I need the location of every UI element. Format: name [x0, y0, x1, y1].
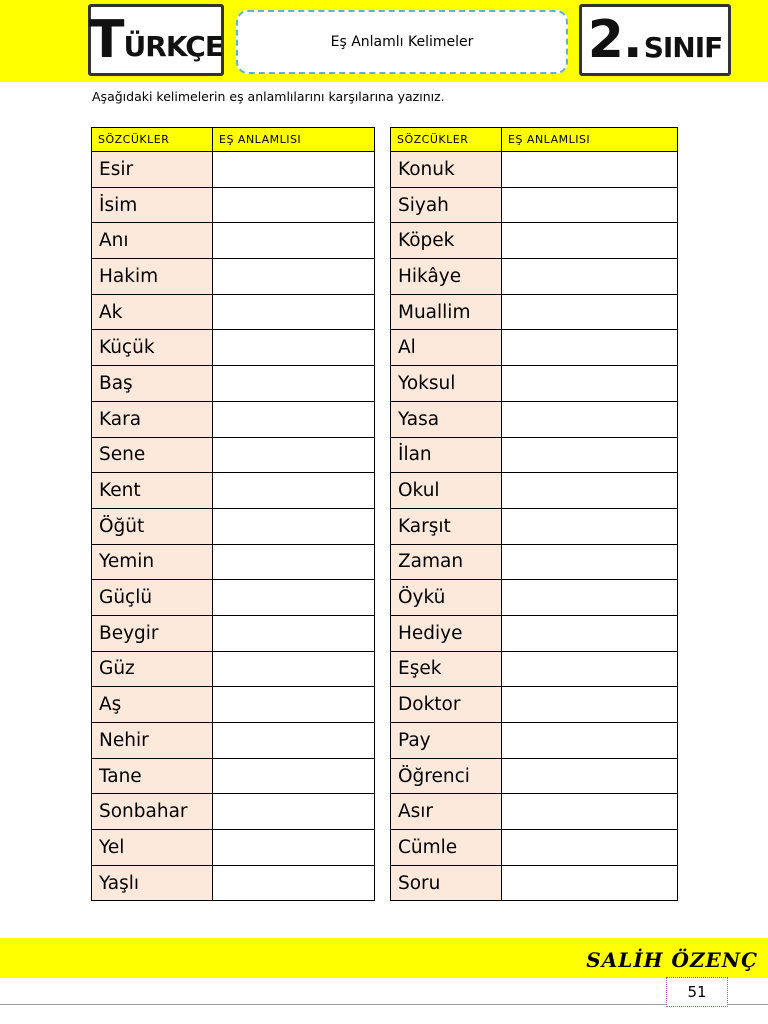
- synonym-answer-cell[interactable]: [502, 330, 678, 366]
- table-row: [92, 580, 375, 616]
- synonym-answer-cell[interactable]: [502, 508, 678, 544]
- synonym-answer-cell[interactable]: [213, 651, 375, 687]
- synonym-answer-cell[interactable]: [213, 366, 375, 402]
- word-cell: Öykü: [391, 580, 502, 616]
- table-row: [92, 723, 375, 759]
- word-cell: Köpek: [391, 223, 502, 259]
- synonym-answer-cell[interactable]: [213, 615, 375, 651]
- right-word-table: [390, 127, 678, 901]
- table-row: [92, 223, 375, 259]
- word-cell: Asır: [391, 794, 502, 830]
- table-row: [92, 330, 375, 366]
- synonym-answer-cell[interactable]: [502, 723, 678, 759]
- word-cell: Hakim: [92, 259, 213, 295]
- table-row: [92, 259, 375, 295]
- synonym-answer-cell[interactable]: [502, 187, 678, 223]
- table-row: [391, 473, 678, 509]
- word-cell: Kara: [92, 401, 213, 437]
- synonym-answer-cell[interactable]: [502, 401, 678, 437]
- table-row: [92, 366, 375, 402]
- word-cell: Güz: [92, 651, 213, 687]
- synonym-answer-cell[interactable]: [502, 223, 678, 259]
- word-cell: Aş: [92, 687, 213, 723]
- table-row: [391, 187, 678, 223]
- synonym-answer-cell[interactable]: [502, 758, 678, 794]
- word-cell: Sonbahar: [92, 794, 213, 830]
- table-row: [92, 473, 375, 509]
- synonym-answer-cell[interactable]: [502, 473, 678, 509]
- synonym-answer-cell[interactable]: [502, 294, 678, 330]
- word-cell: Muallim: [391, 294, 502, 330]
- table-row: [391, 794, 678, 830]
- subject-logo-small: ÜRKÇE: [123, 30, 223, 63]
- word-cell: Pay: [391, 723, 502, 759]
- instruction-text: Aşağıdaki kelimelerin eş anlamlılarını karşılarına yazınız.: [92, 89, 445, 104]
- synonym-answer-cell[interactable]: [213, 294, 375, 330]
- author-name: SALİH ÖZENÇ: [586, 948, 758, 972]
- synonym-answer-cell[interactable]: [502, 580, 678, 616]
- table-row: [391, 758, 678, 794]
- footer-divider: [0, 1004, 768, 1005]
- synonym-answer-cell[interactable]: [213, 330, 375, 366]
- words-column-header: SÖZCÜKLER: [92, 128, 213, 152]
- synonym-answer-cell[interactable]: [502, 794, 678, 830]
- synonym-answer-cell[interactable]: [213, 830, 375, 866]
- table-row: [391, 580, 678, 616]
- word-cell: İlan: [391, 437, 502, 473]
- table-row: [391, 437, 678, 473]
- word-cell: Baş: [92, 366, 213, 402]
- table-row: [92, 152, 375, 188]
- word-cell: Güçlü: [92, 580, 213, 616]
- words-column-header: SÖZCÜKLER: [391, 128, 502, 152]
- table-row: [92, 187, 375, 223]
- synonym-answer-cell[interactable]: [213, 723, 375, 759]
- word-cell: Okul: [391, 473, 502, 509]
- synonym-answer-cell[interactable]: [502, 865, 678, 901]
- table-row: [391, 330, 678, 366]
- synonyms-column-header: EŞ ANLAMLISI: [213, 128, 375, 152]
- table-row: [92, 865, 375, 901]
- word-cell: Eşek: [391, 651, 502, 687]
- table-row: [391, 544, 678, 580]
- table-row: [391, 830, 678, 866]
- word-cell: Öğrenci: [391, 758, 502, 794]
- synonym-answer-cell[interactable]: [502, 152, 678, 188]
- table-row: [391, 259, 678, 295]
- table-row: [391, 651, 678, 687]
- table-row: [92, 294, 375, 330]
- synonym-answer-cell[interactable]: [502, 687, 678, 723]
- word-cell: Öğüt: [92, 508, 213, 544]
- word-cell: Cümle: [391, 830, 502, 866]
- subject-logo-big: T: [89, 10, 124, 70]
- synonym-answer-cell[interactable]: [213, 508, 375, 544]
- word-cell: İsim: [92, 187, 213, 223]
- table-row: [391, 223, 678, 259]
- page-title: Eş Anlamlı Kelimeler: [236, 10, 568, 74]
- synonym-answer-cell[interactable]: [502, 544, 678, 580]
- table-row: [92, 651, 375, 687]
- table-row: [391, 723, 678, 759]
- synonym-answer-cell[interactable]: [213, 687, 375, 723]
- table-row: [92, 544, 375, 580]
- word-cell: Yoksul: [391, 366, 502, 402]
- word-cell: Siyah: [391, 187, 502, 223]
- word-cell: Konuk: [391, 152, 502, 188]
- word-cell: Doktor: [391, 687, 502, 723]
- word-cell: Yasa: [391, 401, 502, 437]
- word-cell: Zaman: [391, 544, 502, 580]
- synonym-answer-cell[interactable]: [213, 152, 375, 188]
- word-cell: Beygir: [92, 615, 213, 651]
- word-cell: Tane: [92, 758, 213, 794]
- synonym-answer-cell[interactable]: [213, 473, 375, 509]
- word-cell: Hikâye: [391, 259, 502, 295]
- table-row: [391, 615, 678, 651]
- word-cell: Karşıt: [391, 508, 502, 544]
- table-row: [92, 508, 375, 544]
- word-cell: Ak: [92, 294, 213, 330]
- left-word-table: [91, 127, 375, 901]
- table-row: [391, 401, 678, 437]
- word-cell: Yel: [92, 830, 213, 866]
- grade-logo: [579, 4, 731, 76]
- word-cell: Hediye: [391, 615, 502, 651]
- table-row: [391, 687, 678, 723]
- synonym-answer-cell[interactable]: [502, 259, 678, 295]
- word-cell: Sene: [92, 437, 213, 473]
- synonyms-column-header: EŞ ANLAMLISI: [502, 128, 678, 152]
- word-cell: Anı: [92, 223, 213, 259]
- word-cell: Kent: [92, 473, 213, 509]
- table-row: [92, 437, 375, 473]
- word-cell: Yaşlı: [92, 865, 213, 901]
- word-cell: Al: [391, 330, 502, 366]
- word-cell: Küçük: [92, 330, 213, 366]
- grade-logo-small: SINIF: [643, 31, 723, 64]
- subject-logo: [88, 4, 224, 76]
- synonym-answer-cell[interactable]: [502, 366, 678, 402]
- table-row: [391, 366, 678, 402]
- synonym-answer-cell[interactable]: [213, 794, 375, 830]
- table-row: [391, 152, 678, 188]
- table-row: [92, 830, 375, 866]
- synonym-answer-cell[interactable]: [502, 651, 678, 687]
- synonym-answer-cell[interactable]: [213, 187, 375, 223]
- page-number: 51: [666, 977, 728, 1007]
- synonym-answer-cell[interactable]: [213, 437, 375, 473]
- synonym-answer-cell[interactable]: [502, 437, 678, 473]
- table-row: [92, 687, 375, 723]
- table-row: [92, 758, 375, 794]
- synonym-answer-cell[interactable]: [213, 259, 375, 295]
- word-cell: Nehir: [92, 723, 213, 759]
- synonym-answer-cell[interactable]: [213, 223, 375, 259]
- synonym-answer-cell[interactable]: [213, 401, 375, 437]
- table-row: [92, 615, 375, 651]
- table-row: [92, 794, 375, 830]
- table-row: [391, 865, 678, 901]
- table-row: [92, 401, 375, 437]
- synonym-answer-cell[interactable]: [502, 830, 678, 866]
- table-row: [391, 508, 678, 544]
- synonym-answer-cell[interactable]: [213, 544, 375, 580]
- word-cell: Yemin: [92, 544, 213, 580]
- word-cell: Esir: [92, 152, 213, 188]
- synonym-answer-cell[interactable]: [213, 758, 375, 794]
- synonym-answer-cell[interactable]: [213, 580, 375, 616]
- table-row: [391, 294, 678, 330]
- synonym-answer-cell[interactable]: [213, 865, 375, 901]
- synonym-answer-cell[interactable]: [502, 615, 678, 651]
- grade-logo-big: 2.: [587, 10, 642, 70]
- word-cell: Soru: [391, 865, 502, 901]
